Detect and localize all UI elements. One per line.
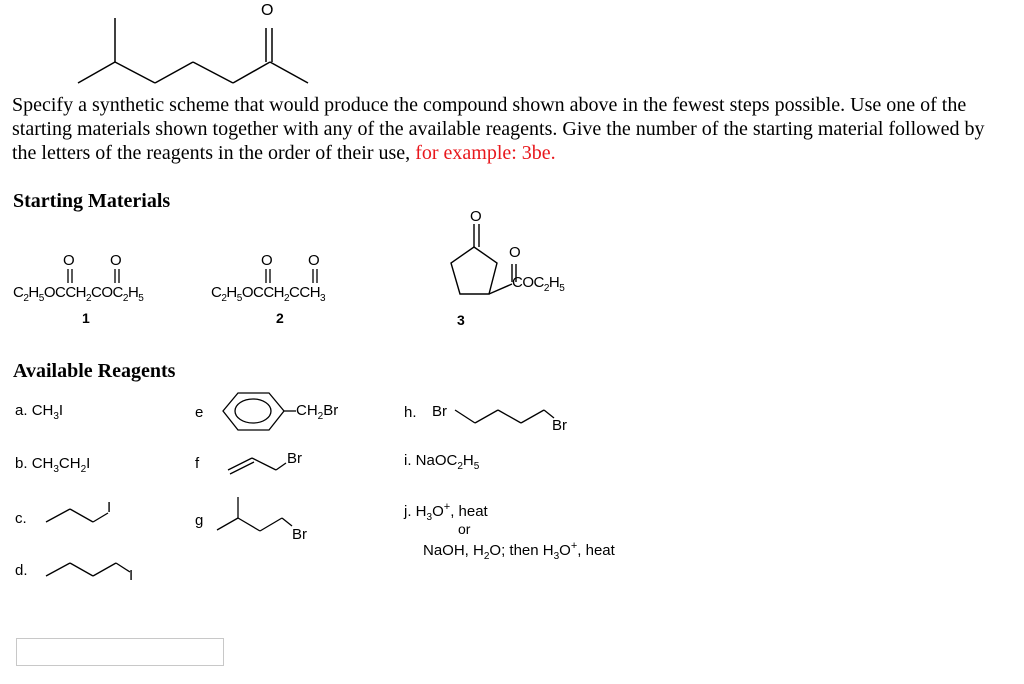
reagent-c-iodine: I bbox=[107, 499, 112, 516]
compound-1-number: 1 bbox=[82, 310, 90, 326]
reagent-d-iodine: I bbox=[129, 567, 134, 584]
compound-3-ester-o: O bbox=[509, 244, 521, 261]
reagent-g-letter: g bbox=[195, 512, 204, 529]
compound-1-o-left: O bbox=[63, 252, 75, 269]
compound-1-o-right: O bbox=[110, 252, 122, 269]
reagent-d-chain bbox=[46, 563, 130, 576]
answer-input[interactable] bbox=[16, 638, 224, 666]
reagent-h-chain bbox=[455, 410, 554, 423]
reagent-a: a. $CH_3I$ bbox=[15, 402, 64, 422]
reagent-g-chain bbox=[217, 497, 292, 531]
compound-3-structure bbox=[451, 224, 516, 294]
reagent-h-bromine-left: Br bbox=[432, 403, 447, 420]
reagent-i: i. $NaOC_2H_5$ bbox=[404, 452, 480, 472]
reagent-f-bromine: Br bbox=[287, 450, 302, 467]
reagent-e-group: $CH_2Br$ bbox=[296, 402, 339, 422]
reagent-d-letter: d. bbox=[15, 562, 28, 579]
reagent-h-letter: h. bbox=[404, 404, 417, 421]
compound-2-o-right: O bbox=[308, 252, 320, 269]
compound-2-o-left: O bbox=[261, 252, 273, 269]
reagent-f-chain bbox=[228, 458, 286, 474]
target-compound-structure bbox=[78, 18, 308, 83]
reagent-c-chain bbox=[46, 509, 108, 522]
reagent-j-line2: NaOH, $H_2O$; then $H_3O^+$, heat bbox=[423, 540, 615, 562]
reagent-j-line1: j. $H_3O^+$, heat bbox=[404, 501, 488, 523]
question-prompt bbox=[12, 93, 1012, 165]
compound-2-formula: $C_2H_5OCCH_2CCH_3$ bbox=[211, 284, 326, 304]
compound-3-ring-o: O bbox=[470, 208, 482, 225]
compound-3-ester-formula: $COC_2H_5$ bbox=[512, 274, 565, 294]
target-oxygen-label: O bbox=[261, 2, 274, 19]
reagent-c-letter: c. bbox=[15, 510, 27, 527]
reagent-e-letter: e bbox=[195, 404, 204, 421]
reagent-f-letter: f bbox=[195, 455, 200, 472]
compound-3-number: 3 bbox=[457, 312, 465, 328]
reagent-e-benzene-ring bbox=[223, 393, 296, 430]
reagent-g-bromine: Br bbox=[292, 526, 307, 543]
reagent-b: b. $CH_3CH_2I$ bbox=[15, 455, 91, 475]
compound-2-bonds bbox=[266, 269, 317, 283]
compound-1-formula: $C_2H_5OCCH_2COC_2H_5$ bbox=[13, 284, 144, 304]
prompt-text: Specify a synthetic scheme that would produce the compound shown above in the fewest steps possible. Use one of the starting materials shown together with any of the available reagents. Give the number of the starting material followed by the letters of the reagents in the order of their use, bbox=[12, 94, 985, 164]
reagent-h-bromine-right: Br bbox=[552, 417, 567, 434]
compound-2-number: 2 bbox=[276, 310, 284, 326]
compound-1-bonds bbox=[68, 269, 119, 283]
starting-materials-heading: Starting Materials bbox=[13, 190, 171, 212]
reagent-j-or: or bbox=[458, 521, 471, 537]
available-reagents-heading: Available Reagents bbox=[13, 360, 176, 382]
example-text: for example: 3be. bbox=[415, 142, 556, 164]
